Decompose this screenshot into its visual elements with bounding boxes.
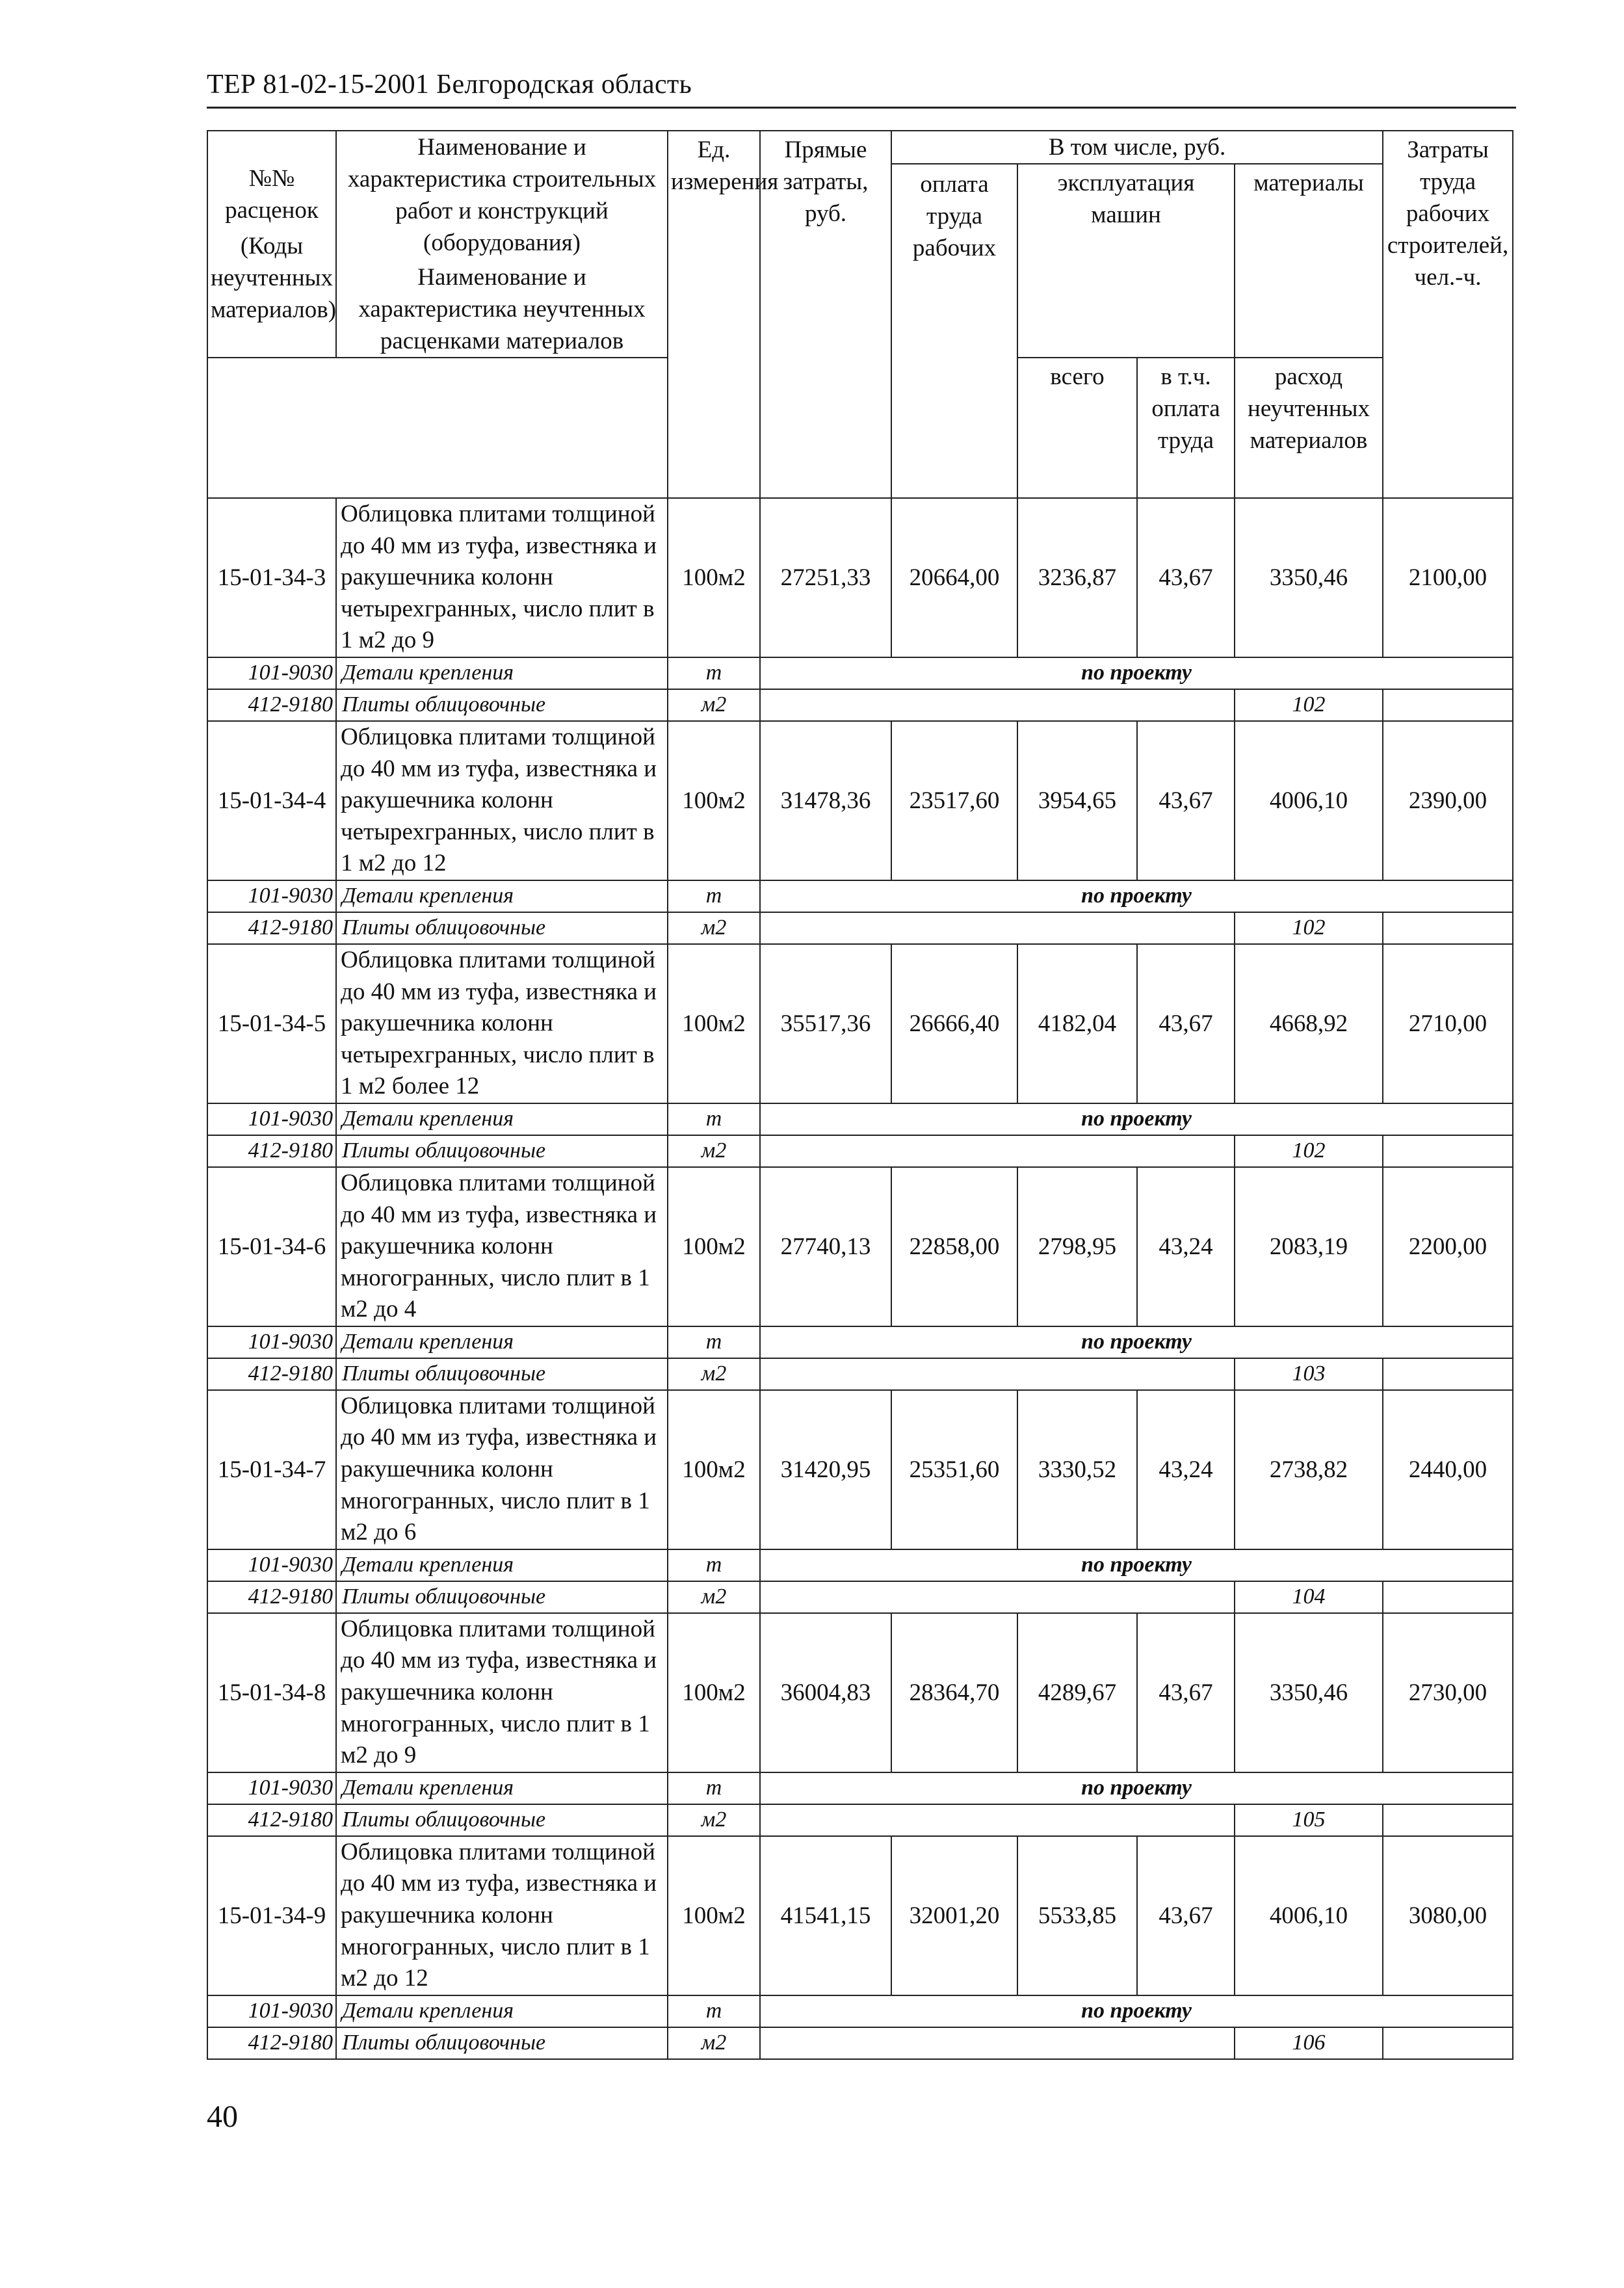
empty-cell <box>1383 1804 1513 1836</box>
materials: 4006,10 <box>1235 721 1383 880</box>
materials: 3350,46 <box>1235 1613 1383 1772</box>
material-value: по проекту <box>760 1326 1513 1358</box>
labor-costs: 2200,00 <box>1383 1167 1513 1326</box>
table-row <box>207 1390 1513 1549</box>
empty-cell <box>760 1358 1235 1390</box>
material-name: Детали крепления <box>336 880 668 912</box>
machines-total: 3954,65 <box>1017 721 1137 880</box>
material-code: 412-9180 <box>207 912 336 944</box>
material-name: Плиты облицовочные <box>336 1804 668 1836</box>
materials: 4006,10 <box>1235 1836 1383 1995</box>
header-machines-total: всего <box>1017 358 1137 498</box>
rate-code: 15-01-34-3 <box>207 498 336 657</box>
material-name: Плиты облицовочные <box>336 1581 668 1613</box>
header-number-label: №№ расценок <box>225 165 319 224</box>
material-row <box>207 1103 1513 1135</box>
material-code: 101-9030 <box>207 880 336 912</box>
direct-costs: 41541,15 <box>760 1836 891 1995</box>
material-name: Детали крепления <box>336 1995 668 2027</box>
material-row <box>207 689 1513 721</box>
material-name: Плиты облицовочные <box>336 1358 668 1390</box>
work-description: Облицовка плитами толщиной до 40 мм из туфа, известняка и ракушечника колонн многогранных, число плит в 1 м2 до 9 <box>336 1613 668 1772</box>
material-code: 101-9030 <box>207 1995 336 2027</box>
material-row <box>207 1326 1513 1358</box>
empty-cell <box>1383 1135 1513 1167</box>
material-consumption: 104 <box>1235 1581 1383 1613</box>
header-incl-wages: в т.ч. оплата труда <box>1137 358 1235 498</box>
machines-total: 3236,87 <box>1017 498 1137 657</box>
unit: 100м2 <box>668 944 760 1103</box>
unit: 100м2 <box>668 721 760 880</box>
table-row <box>207 1167 1513 1326</box>
page-number: 40 <box>207 2099 238 2134</box>
material-name: Детали крепления <box>336 657 668 689</box>
header-including: В том числе, руб. <box>891 131 1383 164</box>
material-unit: м2 <box>668 912 760 944</box>
labor-costs: 2440,00 <box>1383 1390 1513 1549</box>
material-code: 101-9030 <box>207 1772 336 1804</box>
unit: 100м2 <box>668 1390 760 1549</box>
empty-cell <box>760 1581 1235 1613</box>
machines-wages: 43,24 <box>1137 1167 1235 1326</box>
empty-cell <box>760 689 1235 721</box>
material-name: Детали крепления <box>336 1103 668 1135</box>
empty-cell <box>1383 1581 1513 1613</box>
table-body <box>207 498 1513 2059</box>
header-name-alt-label: Наименование и характеристика неучтенных расценками материалов <box>358 264 646 354</box>
materials: 3350,46 <box>1235 498 1383 657</box>
material-unit: м2 <box>668 2027 760 2059</box>
material-code: 412-9180 <box>207 2027 336 2059</box>
machines-total: 4289,67 <box>1017 1613 1137 1772</box>
rate-code: 15-01-34-6 <box>207 1167 336 1326</box>
material-code: 101-9030 <box>207 657 336 689</box>
material-row <box>207 1995 1513 2027</box>
wages: 32001,20 <box>891 1836 1017 1995</box>
material-consumption: 102 <box>1235 689 1383 721</box>
empty-cell <box>760 1804 1235 1836</box>
material-row <box>207 1772 1513 1804</box>
machines-wages: 43,67 <box>1137 498 1235 657</box>
wages: 25351,60 <box>891 1390 1017 1549</box>
table-row <box>207 944 1513 1103</box>
empty-cell <box>760 2027 1235 2059</box>
wages: 28364,70 <box>891 1613 1017 1772</box>
material-row <box>207 657 1513 689</box>
unit: 100м2 <box>668 498 760 657</box>
material-consumption: 102 <box>1235 912 1383 944</box>
header-number-alt-label: (Коды неучтенных материалов) <box>211 233 337 323</box>
material-consumption: 106 <box>1235 2027 1383 2059</box>
material-consumption: 105 <box>1235 1804 1383 1836</box>
header-unit: Ед. измерения <box>668 131 760 498</box>
material-unit: т <box>668 1549 760 1581</box>
rate-code: 15-01-34-9 <box>207 1836 336 1995</box>
material-unit: м2 <box>668 689 760 721</box>
material-code: 412-9180 <box>207 1581 336 1613</box>
material-code: 412-9180 <box>207 1804 336 1836</box>
material-name: Детали крепления <box>336 1772 668 1804</box>
rate-code: 15-01-34-4 <box>207 721 336 880</box>
direct-costs: 27251,33 <box>760 498 891 657</box>
header-name-label: Наименование и характеристика строительных работ и конструкций (оборудования) <box>347 134 657 256</box>
table-row <box>207 498 1513 657</box>
table-row <box>207 1836 1513 1995</box>
machines-total: 4182,04 <box>1017 944 1137 1103</box>
material-row <box>207 1358 1513 1390</box>
material-row <box>207 1581 1513 1613</box>
machines-wages: 43,67 <box>1137 721 1235 880</box>
wages: 26666,40 <box>891 944 1017 1103</box>
table-row <box>207 721 1513 880</box>
material-code: 412-9180 <box>207 689 336 721</box>
material-consumption: 102 <box>1235 1135 1383 1167</box>
material-unit: м2 <box>668 1358 760 1390</box>
material-value: по проекту <box>760 657 1513 689</box>
header-wages: оплата труда рабочих <box>891 164 1017 498</box>
header-machines: эксплуатация машин <box>1017 164 1235 358</box>
materials: 2738,82 <box>1235 1390 1383 1549</box>
header-direct-costs: Прямые затраты, руб. <box>760 131 891 498</box>
material-unit: т <box>668 1326 760 1358</box>
rate-code: 15-01-34-5 <box>207 944 336 1103</box>
empty-cell <box>1383 1358 1513 1390</box>
work-description: Облицовка плитами толщиной до 40 мм из туфа, известняка и ракушечника колонн четырехгранных, число плит в 1 м2 до 12 <box>336 721 668 880</box>
empty-cell <box>760 912 1235 944</box>
wages: 23517,60 <box>891 721 1017 880</box>
direct-costs: 31420,95 <box>760 1390 891 1549</box>
direct-costs: 35517,36 <box>760 944 891 1103</box>
material-unit: м2 <box>668 1581 760 1613</box>
material-name: Плиты облицовочные <box>336 912 668 944</box>
header-unaccounted-materials: расход неучтенных материалов <box>1235 358 1383 498</box>
materials: 4668,92 <box>1235 944 1383 1103</box>
empty-cell <box>1383 912 1513 944</box>
machines-total: 2798,95 <box>1017 1167 1137 1326</box>
material-name: Плиты облицовочные <box>336 1135 668 1167</box>
page-header: ТЕР 81-02-15-2001 Белгородская область <box>207 70 692 99</box>
material-unit: т <box>668 1995 760 2027</box>
labor-costs: 2710,00 <box>1383 944 1513 1103</box>
material-row <box>207 2027 1513 2059</box>
header-materials: материалы <box>1235 164 1383 358</box>
machines-wages: 43,67 <box>1137 1836 1235 1995</box>
empty-cell <box>1383 689 1513 721</box>
material-unit: т <box>668 1103 760 1135</box>
machines-total: 3330,52 <box>1017 1390 1137 1549</box>
material-value: по проекту <box>760 880 1513 912</box>
material-name: Детали крепления <box>336 1549 668 1581</box>
machines-wages: 43,67 <box>1137 1613 1235 1772</box>
work-description: Облицовка плитами толщиной до 40 мм из туфа, известняка и ракушечника колонн многогранных, число плит в 1 м2 до 12 <box>336 1836 668 1995</box>
materials: 2083,19 <box>1235 1167 1383 1326</box>
direct-costs: 27740,13 <box>760 1167 891 1326</box>
material-name: Плиты облицовочные <box>336 2027 668 2059</box>
wages: 22858,00 <box>891 1167 1017 1326</box>
material-consumption: 103 <box>1235 1358 1383 1390</box>
material-unit: м2 <box>668 1135 760 1167</box>
material-row <box>207 1135 1513 1167</box>
work-description: Облицовка плитами толщиной до 40 мм из туфа, известняка и ракушечника колонн четырехгранных, число плит в 1 м2 до 9 <box>336 498 668 657</box>
material-name: Детали крепления <box>336 1326 668 1358</box>
empty-cell <box>1383 2027 1513 2059</box>
machines-total: 5533,85 <box>1017 1836 1137 1995</box>
unit: 100м2 <box>668 1613 760 1772</box>
material-unit: м2 <box>668 1804 760 1836</box>
material-value: по проекту <box>760 1772 1513 1804</box>
direct-costs: 31478,36 <box>760 721 891 880</box>
work-description: Облицовка плитами толщиной до 40 мм из туфа, известняка и ракушечника колонн четырехгранных, число плит в 1 м2 более 12 <box>336 944 668 1103</box>
material-row <box>207 880 1513 912</box>
material-value: по проекту <box>760 1103 1513 1135</box>
material-name: Плиты облицовочные <box>336 689 668 721</box>
material-row <box>207 1549 1513 1581</box>
header-cell-number <box>207 131 336 358</box>
unit: 100м2 <box>668 1836 760 1995</box>
material-code: 101-9030 <box>207 1103 336 1135</box>
material-code: 101-9030 <box>207 1549 336 1581</box>
material-code: 101-9030 <box>207 1326 336 1358</box>
machines-wages: 43,24 <box>1137 1390 1235 1549</box>
work-description: Облицовка плитами толщиной до 40 мм из туфа, известняка и ракушечника колонн многогранных, число плит в 1 м2 до 4 <box>336 1167 668 1326</box>
empty-cell <box>760 1135 1235 1167</box>
labor-costs: 2730,00 <box>1383 1613 1513 1772</box>
header-cell-name <box>336 131 668 358</box>
rate-code: 15-01-34-8 <box>207 1613 336 1772</box>
unit: 100м2 <box>668 1167 760 1326</box>
machines-wages: 43,67 <box>1137 944 1235 1103</box>
labor-costs: 2100,00 <box>1383 498 1513 657</box>
material-unit: т <box>668 657 760 689</box>
table-row <box>207 1613 1513 1772</box>
material-row <box>207 912 1513 944</box>
material-unit: т <box>668 1772 760 1804</box>
wages: 20664,00 <box>891 498 1017 657</box>
material-value: по проекту <box>760 1995 1513 2027</box>
material-code: 412-9180 <box>207 1358 336 1390</box>
rate-code: 15-01-34-7 <box>207 1390 336 1549</box>
header-rule <box>207 107 1516 109</box>
rates-table <box>207 130 1513 2060</box>
material-row <box>207 1804 1513 1836</box>
labor-costs: 2390,00 <box>1383 721 1513 880</box>
header-labor-costs: Затраты труда рабочих строителей, чел.-ч. <box>1383 131 1513 498</box>
labor-costs: 3080,00 <box>1383 1836 1513 1995</box>
material-value: по проекту <box>760 1549 1513 1581</box>
material-code: 412-9180 <box>207 1135 336 1167</box>
material-unit: т <box>668 880 760 912</box>
work-description: Облицовка плитами толщиной до 40 мм из туфа, известняка и ракушечника колонн многогранных, число плит в 1 м2 до 6 <box>336 1390 668 1549</box>
direct-costs: 36004,83 <box>760 1613 891 1772</box>
